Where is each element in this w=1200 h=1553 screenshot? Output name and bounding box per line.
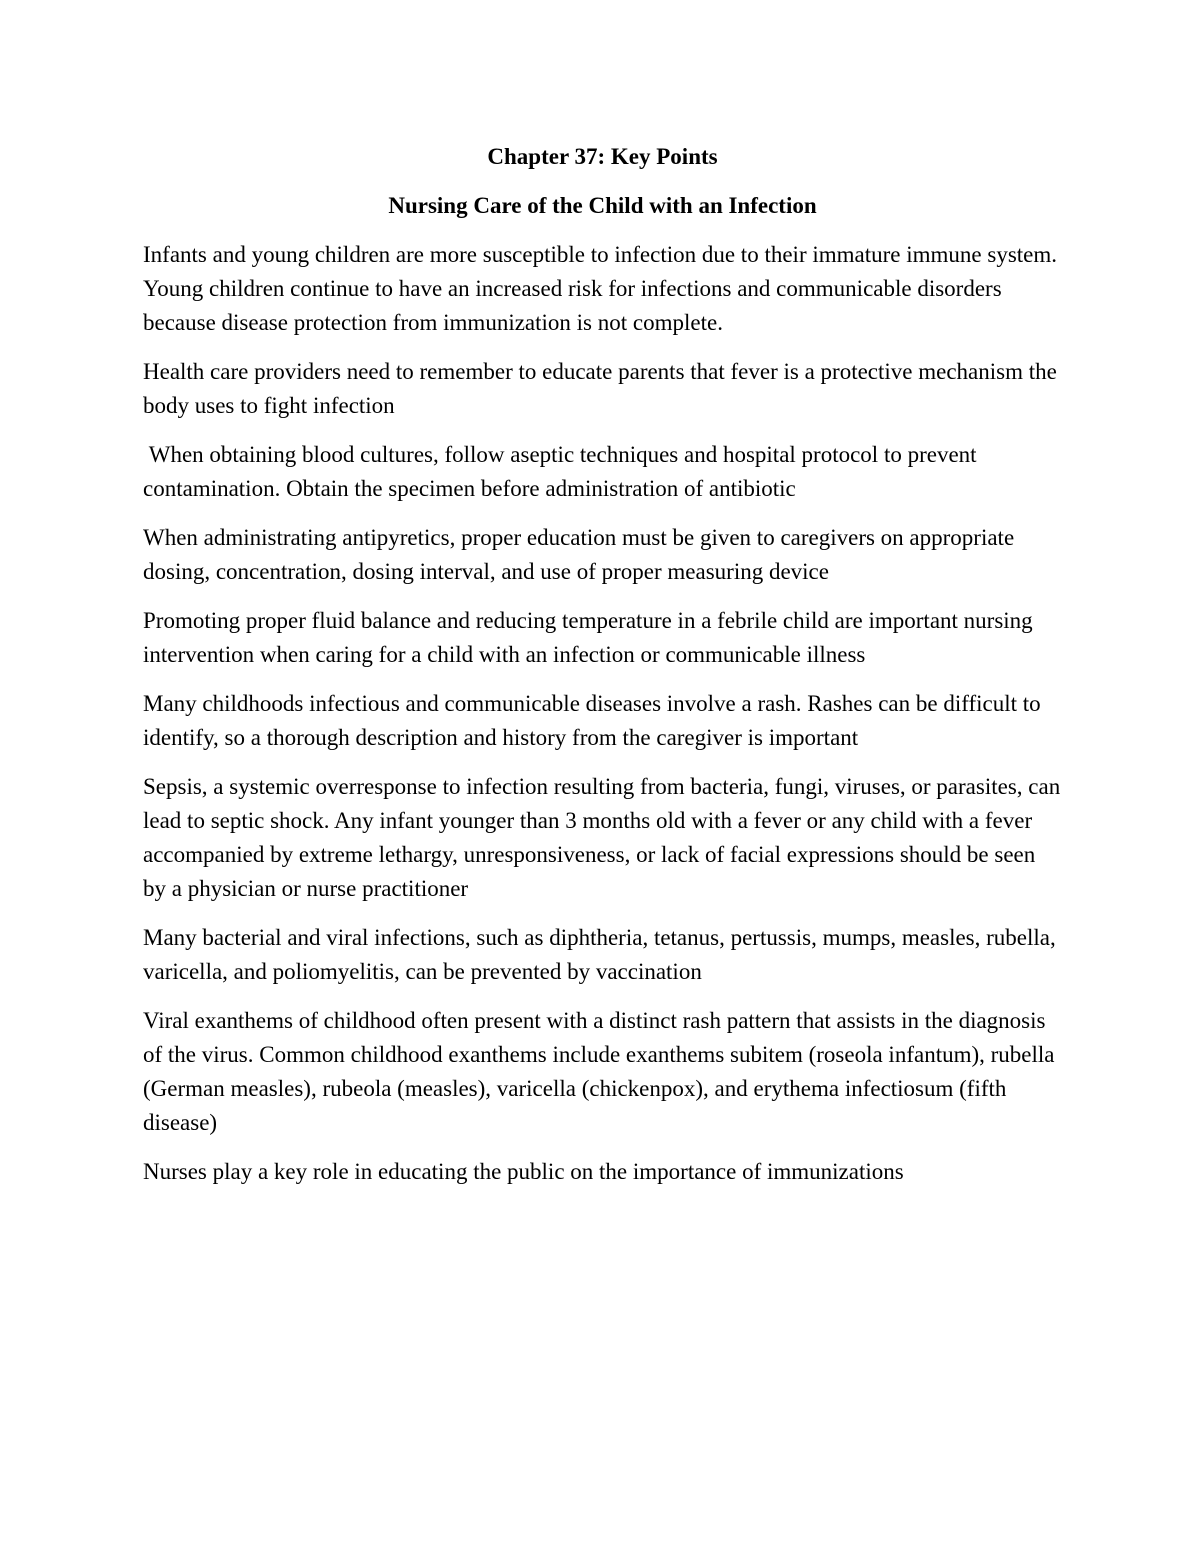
paragraph-immune-system: Infants and young children are more susceptible to infection due to their immature immune system. Young children continue to have an increased risk for infections and communicable disorders because disease protection from immunization is not complete. [143,242,1058,335]
paragraph-viral-exanthems: Viral exanthems of childhood often present with a distinct rash pattern that assists in the diagnosis of the virus. Common childhood exanthems include exanthems subitem (roseola infantum), rubella (German measles), rubeola (measles), varicella (chickenpox), and erythema infectiosum (fifth disease) [143,1008,1055,1135]
paragraph-vaccination: Many bacterial and viral infections, such as diphtheria, tetanus, pertussis, mumps, measles, rubella, varicella, and poliomyelitis, can be prevented by vaccination [143,925,1056,984]
paragraph-fluid-balance: Promoting proper fluid balance and reducing temperature in a febrile child are important nursing intervention when caring for a child with an infection or communicable illness [143,608,1033,667]
paragraph-blood-cultures: When obtaining blood cultures, follow aseptic techniques and hospital protocol to prevent contamination. Obtain the specimen before administration of antibiotic [143,442,977,501]
paragraph-antipyretics: When administrating antipyretics, proper education must be given to caregivers on appropriate dosing, concentration, dosing interval, and use of proper measuring device [143,525,1015,584]
paragraph-fever: Health care providers need to remember to educate parents that fever is a protective mechanism the body uses to fight infection [143,359,1057,418]
paragraph-rashes: Many childhoods infectious and communicable diseases involve a rash. Rashes can be difficult to identify, so a thorough description and history from the caregiver is important [143,691,1041,750]
paragraph-immunizations: Nurses play a key role in educating the public on the importance of immunizations [143,1159,904,1184]
paragraph-sepsis: Sepsis, a systemic overresponse to infection resulting from bacteria, fungi, viruses, or parasites, can lead to septic shock. Any infant younger than 3 months old with a fever or any child with a fever accompanied by extreme lethargy, unresponsiveness, or lack of facial expressions should be seen by a physician or nurse practitioner [143,774,1061,901]
document-subtitle: Nursing Care of the Child with an Infection [388,193,817,218]
document-title: Chapter 37: Key Points [487,144,718,169]
